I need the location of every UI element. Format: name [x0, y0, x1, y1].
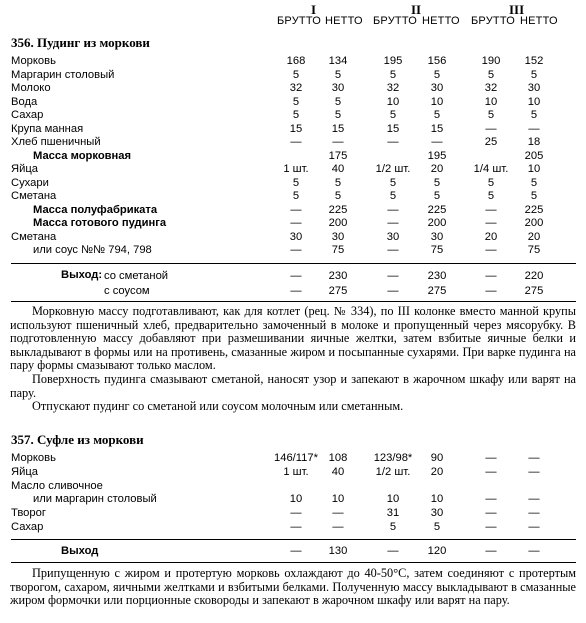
cell-value: —: [485, 122, 497, 135]
cell-value: 5: [389, 68, 397, 81]
cell-value: —: [290, 507, 302, 520]
cell-value: 5: [334, 190, 342, 202]
cell-value: —: [485, 465, 497, 478]
cell-value: —: [332, 521, 344, 533]
table-row: [0, 480, 586, 493]
table-row: [0, 123, 586, 136]
cell-value: 10: [289, 493, 303, 506]
cell-value: 200: [328, 217, 348, 229]
cell-value: 5: [433, 176, 441, 189]
recipe-357-title: 357. Суфле из моркови: [11, 432, 144, 447]
column-I-header: I: [311, 2, 317, 17]
cell-value: 32: [289, 82, 303, 94]
yield-label: Выход:: [61, 269, 103, 281]
cell-value: 200: [427, 217, 447, 229]
cell-value: 5: [530, 176, 538, 189]
cell-value: 225: [427, 203, 447, 216]
cell-value: 275: [328, 284, 348, 297]
cell-value: —: [387, 217, 399, 229]
cell-value: 168: [286, 55, 306, 67]
cell-value: 5: [433, 190, 441, 202]
cell-value: 5: [334, 68, 342, 81]
recipe-357-description: [10, 567, 576, 608]
cell-value: 175: [328, 149, 348, 162]
cell-value: 25: [484, 136, 498, 148]
ingredient-label: Яйца: [11, 163, 38, 175]
cell-value: 75: [331, 244, 345, 256]
table-row: [0, 96, 586, 109]
cell-value: 18: [527, 136, 541, 148]
cell-value: 220: [524, 270, 544, 282]
cell-value: 30: [386, 230, 400, 243]
divider: [11, 562, 576, 563]
column-III-header: III: [509, 2, 525, 17]
cell-value: —: [528, 465, 540, 478]
cell-value: 1 шт.: [283, 163, 309, 175]
table-row: [0, 217, 586, 230]
ingredient-label: Сухари: [11, 176, 49, 189]
cell-value: —: [485, 284, 497, 297]
ingredient-label: Масса морковная: [33, 149, 132, 162]
table-row: [0, 452, 586, 465]
cell-value: —: [485, 507, 497, 520]
table-row: [0, 244, 586, 257]
cell-value: —: [387, 244, 399, 256]
cell-value: 134: [328, 55, 348, 67]
cell-value: 275: [427, 284, 447, 297]
table-row: [0, 231, 586, 244]
cell-value: 30: [527, 82, 541, 94]
cell-value: 75: [527, 244, 541, 256]
table-row: [0, 55, 586, 68]
table-row: [0, 285, 586, 298]
ingredient-label: Молоко: [11, 82, 51, 94]
cell-value: 10: [386, 95, 400, 108]
divider: [11, 539, 576, 540]
cell-value: 90: [430, 452, 444, 464]
cell-value: —: [485, 493, 497, 506]
cell-value: 10: [331, 493, 345, 506]
cell-value: 15: [430, 122, 444, 135]
divider: [11, 263, 576, 264]
table-row: [0, 521, 586, 534]
cell-value: 40: [331, 465, 345, 478]
cell-value: 123/98*: [373, 452, 413, 464]
ingredient-label: Морковь: [11, 452, 56, 464]
col-netto-1: НЕТТО: [325, 15, 363, 27]
ingredient-label: Масса готового пудинга: [33, 217, 167, 229]
cell-value: —: [387, 203, 399, 216]
table-row: [0, 69, 586, 82]
cell-value: 30: [430, 82, 444, 94]
table-row: [0, 136, 586, 149]
cell-value: —: [485, 270, 497, 282]
ingredient-label: или маргарин столовый: [33, 493, 157, 506]
col-netto-2: НЕТТО: [422, 15, 460, 27]
ingredient-label: Сахар: [11, 521, 44, 533]
cell-value: —: [485, 521, 497, 533]
cell-value: 5: [530, 109, 538, 121]
cell-value: 230: [328, 270, 348, 282]
cell-value: 205: [524, 149, 544, 162]
cell-value: —: [332, 136, 344, 148]
cell-value: 30: [331, 82, 345, 94]
cell-value: 5: [334, 176, 342, 189]
cell-value: —: [290, 217, 302, 229]
table-row: [0, 270, 586, 283]
cell-value: —: [528, 122, 540, 135]
cell-value: —: [485, 203, 497, 216]
cell-value: 5: [487, 68, 495, 81]
cell-value: —: [528, 545, 540, 557]
col-brutto-1: БРУТТО: [277, 15, 322, 27]
table-row: [0, 493, 586, 506]
cell-value: 5: [433, 521, 441, 533]
cell-value: —: [387, 270, 399, 282]
ingredient-label: Сметана: [11, 190, 57, 202]
cell-value: 195: [427, 149, 447, 162]
cell-value: 5: [389, 109, 397, 121]
cell-value: 275: [524, 284, 544, 297]
cell-value: 10: [484, 95, 498, 108]
cell-value: 200: [524, 217, 544, 229]
ingredient-label: Морковь: [11, 55, 56, 67]
cell-value: 5: [487, 190, 495, 202]
table-row: [0, 163, 586, 176]
ingredient-label: Сахар: [11, 109, 44, 121]
cell-value: —: [290, 244, 302, 256]
cell-value: 20: [484, 230, 498, 243]
column-II-header: II: [411, 2, 422, 17]
cell-value: 75: [430, 244, 444, 256]
ingredient-label: Вода: [11, 95, 38, 108]
cell-value: 32: [484, 82, 498, 94]
cell-value: —: [485, 452, 497, 464]
cell-value: —: [332, 507, 344, 520]
cell-value: 20: [430, 465, 444, 478]
recipe-356-description: [10, 305, 576, 414]
cell-value: 225: [328, 203, 348, 216]
ingredient-label: со сметаной: [104, 270, 169, 282]
cell-value: 120: [427, 545, 447, 557]
paragraph: Припущенную с жиром и протертую морковь охлаждают до 40-50°С, затем соединяют с протертым творогом, сахаром, яичными желтками и взбитыми белками. Полученную массу выкладывают в смазанные жиром формочки или порционные сковороды и запекают в жарочном шкафу или варят на пару.: [10, 566, 576, 608]
cell-value: 10: [430, 95, 444, 108]
cell-value: —: [485, 545, 497, 557]
ingredient-label: Хлеб пшеничный: [11, 136, 101, 148]
cell-value: 190: [481, 55, 501, 67]
paragraph: Поверхность пудинга смазывают сметаной, наносят узор и запекают в жарочном шкафу или варят на пару.: [10, 371, 576, 400]
cell-value: 20: [527, 230, 541, 243]
cell-value: 156: [427, 55, 447, 67]
cell-value: 1/2 шт.: [375, 465, 411, 478]
cell-value: 30: [430, 507, 444, 520]
cell-value: 195: [383, 55, 403, 67]
cell-value: 152: [524, 55, 544, 67]
cell-value: —: [387, 136, 399, 148]
cell-value: —: [290, 203, 302, 216]
cell-value: 40: [331, 163, 345, 175]
cell-value: 230: [427, 270, 447, 282]
cell-value: —: [290, 284, 302, 297]
ingredient-label: Крупа манная: [11, 122, 84, 135]
cell-value: 5: [292, 68, 300, 81]
col-brutto-2: БРУТТО: [373, 15, 418, 27]
cell-value: 130: [328, 545, 348, 557]
cell-value: 20: [430, 163, 444, 175]
ingredient-label: или соус №№ 794, 798: [33, 244, 152, 256]
table-row: [0, 82, 586, 95]
cell-value: 5: [433, 68, 441, 81]
cell-value: —: [528, 452, 540, 464]
cell-value: —: [485, 244, 497, 256]
cell-value: —: [387, 545, 399, 557]
cell-value: 1 шт.: [283, 465, 309, 478]
cell-value: 5: [530, 68, 538, 81]
ingredient-label: Сметана: [11, 230, 57, 243]
paragraph: Отпускают пудинг со сметаной или соусом молочным или сметанным.: [32, 399, 404, 414]
cell-value: 108: [328, 452, 348, 464]
cell-value: 5: [389, 190, 397, 202]
cell-value: 15: [289, 122, 303, 135]
cell-value: —: [290, 136, 302, 148]
table-row: [0, 177, 586, 190]
table-row: [0, 545, 586, 558]
table-row: [0, 507, 586, 520]
cell-value: 5: [292, 176, 300, 189]
cell-value: 10: [527, 95, 541, 108]
col-netto-3: НЕТТО: [520, 15, 558, 27]
cell-value: 5: [487, 176, 495, 189]
yield-label: Выход: [61, 545, 99, 557]
cell-value: 1/4 шт.: [473, 163, 509, 175]
cell-value: —: [431, 136, 443, 148]
ingredient-label: Яйца: [11, 465, 38, 478]
ingredient-label: Маргарин столовый: [11, 68, 115, 81]
cell-value: 5: [292, 95, 300, 108]
cell-value: 31: [386, 507, 400, 520]
cell-value: —: [485, 217, 497, 229]
cell-value: 5: [292, 190, 300, 202]
cell-value: 5: [334, 109, 342, 121]
cell-value: 30: [289, 230, 303, 243]
cell-value: 30: [430, 230, 444, 243]
cell-value: 10: [527, 163, 541, 175]
cell-value: 5: [389, 176, 397, 189]
ingredient-label: с соусом: [104, 284, 150, 297]
paragraph: Морковную массу подготавливают, как для котлет (рец. № 334), по III колонке вместо манной крупы используют пшеничный хлеб, предварительно замоченный в молоке и пропущенный через мясорубку. В подготовленную массу добавляют при размешивании яичные желтки, затем взбитые яичные белки и выкладывают в формы или на противень, смазанные жиром и посыпанные сухарями. При варке пудинга на пару формы смазывают только маслом.: [10, 304, 576, 373]
cell-value: 32: [386, 82, 400, 94]
cell-value: 1/2 шт.: [375, 163, 411, 175]
ingredient-label: Масло сливочное: [11, 479, 103, 492]
cell-value: —: [528, 493, 540, 506]
cell-value: 5: [389, 521, 397, 533]
cell-value: 5: [433, 109, 441, 121]
table-row: [0, 190, 586, 203]
divider: [11, 301, 576, 302]
cell-value: 5: [334, 95, 342, 108]
table-row: [0, 150, 586, 163]
cell-value: —: [290, 521, 302, 533]
table-row: [0, 466, 586, 479]
cell-value: —: [528, 521, 540, 533]
cell-value: —: [387, 284, 399, 297]
recipe-356-title: 356. Пудинг из моркови: [11, 35, 150, 50]
cell-value: 15: [331, 122, 345, 135]
col-brutto-3: БРУТТО: [471, 15, 516, 27]
cell-value: 5: [530, 190, 538, 202]
cell-value: 10: [430, 493, 444, 506]
cell-value: 5: [292, 109, 300, 121]
table-row: [0, 204, 586, 217]
cell-value: 15: [386, 122, 400, 135]
ingredient-label: Масса полуфабриката: [33, 203, 158, 216]
cell-value: 225: [524, 203, 544, 216]
cell-value: —: [290, 545, 302, 557]
table-row: [0, 109, 586, 122]
cell-value: 5: [487, 109, 495, 121]
cell-value: 146/117*: [274, 452, 318, 464]
cell-value: —: [290, 270, 302, 282]
cell-value: 10: [386, 493, 400, 506]
ingredient-label: Творог: [11, 507, 46, 520]
cell-value: 30: [331, 230, 345, 243]
cell-value: —: [528, 507, 540, 520]
